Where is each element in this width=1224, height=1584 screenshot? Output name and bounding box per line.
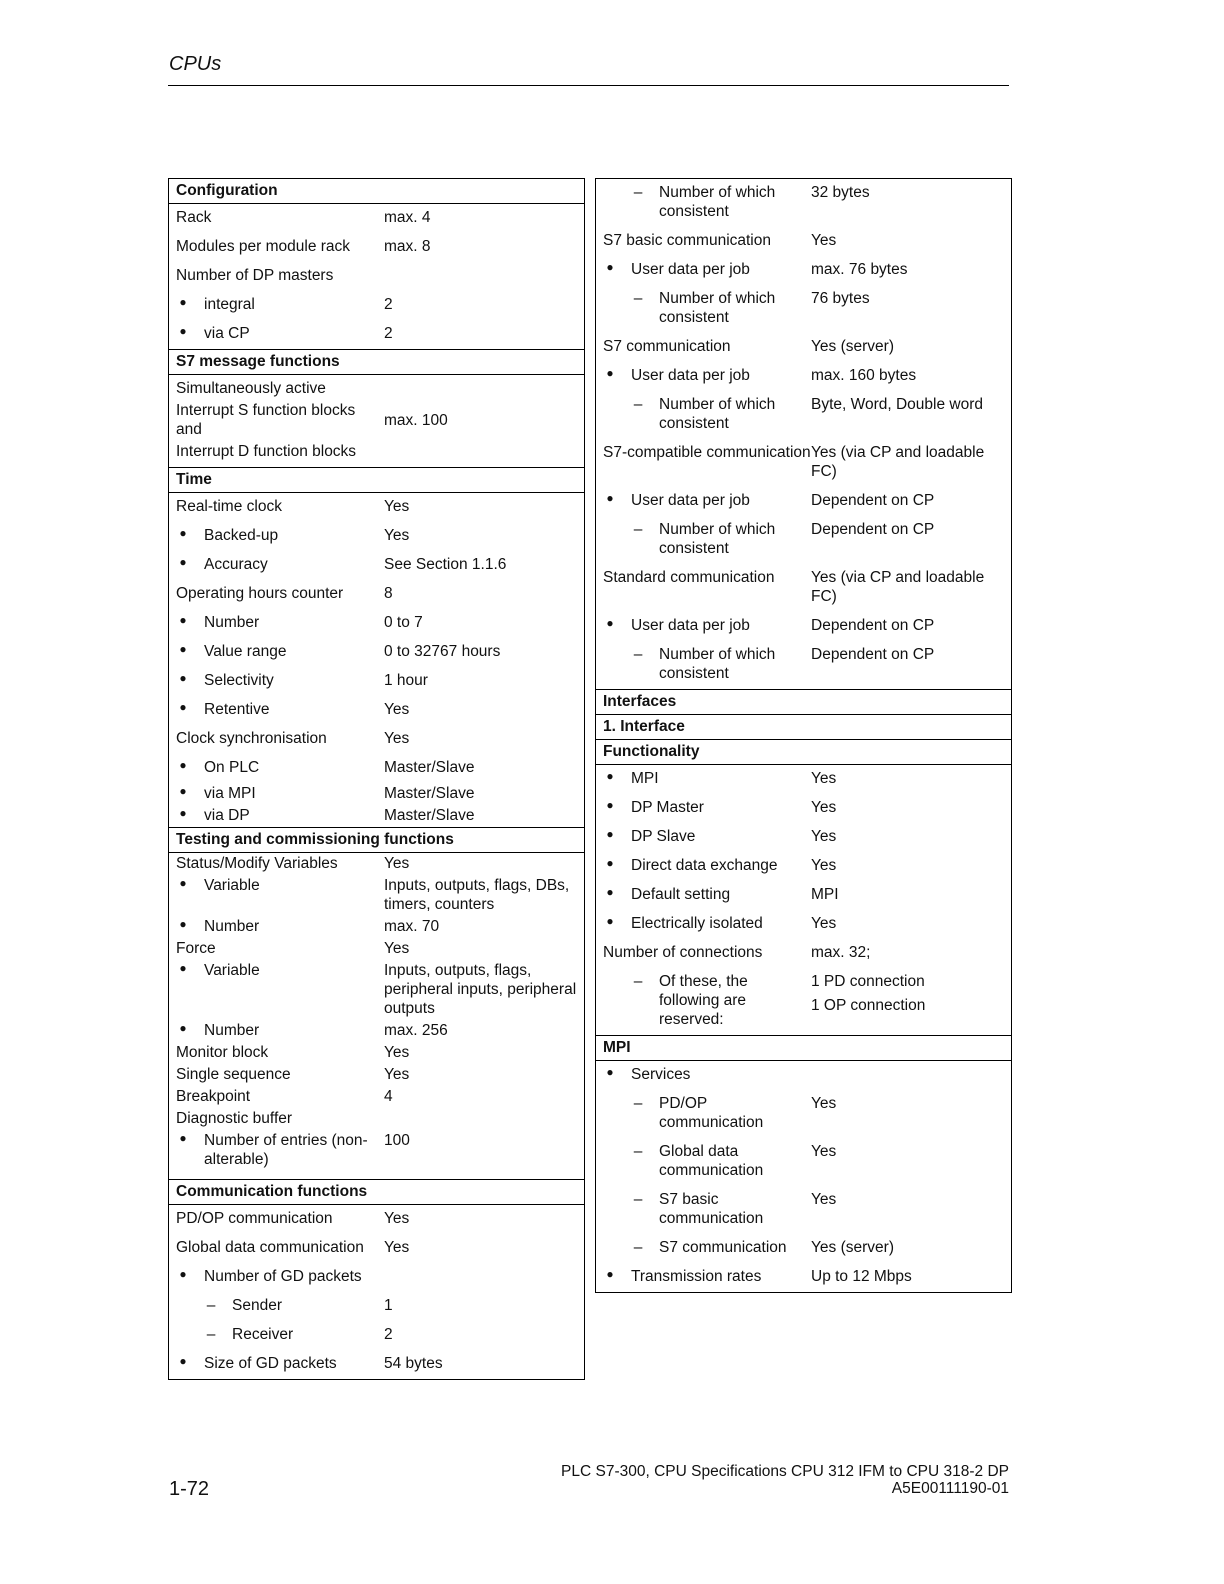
spec-value: 4 xyxy=(384,1088,393,1105)
section-title-communication: Communication functions xyxy=(169,1179,584,1205)
bullet-icon: ● xyxy=(179,324,187,338)
spec-row-user-data xyxy=(596,612,1011,641)
spec-label: S7 communication xyxy=(603,338,731,355)
spec-row-on-plc xyxy=(169,754,584,783)
spec-value: 2 xyxy=(384,296,393,313)
dash-icon: – xyxy=(633,1143,643,1160)
bullet-icon: ● xyxy=(606,798,614,812)
spec-row-standard xyxy=(596,564,1011,612)
bullet-icon: ● xyxy=(606,260,614,274)
spec-row-force-variable xyxy=(169,960,584,1020)
spec-value: Yes xyxy=(384,498,410,515)
spec-value: 0 to 32767 hours xyxy=(384,643,501,660)
spec-row-rtc xyxy=(169,493,584,522)
spec-label: DP Slave xyxy=(631,828,696,845)
spec-label: Rack xyxy=(176,209,212,226)
spec-value: Yes xyxy=(384,940,410,957)
spec-value: Yes xyxy=(384,701,410,718)
bullet-icon: ● xyxy=(179,806,187,820)
spec-value: max. 70 xyxy=(384,918,440,935)
spec-label: via MPI xyxy=(204,785,256,802)
bullet-icon: ● xyxy=(179,642,187,656)
spec-label: Clock synchronisation xyxy=(176,730,327,747)
spec-value: 1 OP connection xyxy=(811,997,926,1014)
spec-label: Global data communication xyxy=(176,1239,364,1256)
spec-label: Selectivity xyxy=(204,672,274,689)
spec-label: Real-time clock xyxy=(176,498,282,515)
spec-label: Number xyxy=(204,1022,260,1039)
spec-row-entries xyxy=(169,1130,584,1179)
spec-label: Global data communication xyxy=(659,1143,764,1179)
spec-value: Yes xyxy=(811,1095,837,1112)
spec-row-sender xyxy=(169,1292,584,1321)
dash-icon: – xyxy=(633,184,643,201)
spec-value: Yes xyxy=(811,770,837,787)
spec-value: Yes xyxy=(811,1143,837,1160)
bullet-icon: ● xyxy=(179,758,187,772)
spec-row-force-number xyxy=(169,1020,584,1042)
spec-label: Number of which consistent xyxy=(659,184,776,220)
spec-label: Number of entries (non-alterable) xyxy=(204,1132,368,1168)
bullet-icon: ● xyxy=(179,295,187,309)
section-title-testing: Testing and commissioning functions xyxy=(169,827,584,853)
spec-value: 76 bytes xyxy=(811,290,870,307)
spec-row-number xyxy=(169,609,584,638)
bullet-icon: ● xyxy=(606,885,614,899)
spec-value: Yes xyxy=(811,1191,837,1208)
dash-icon: – xyxy=(633,290,643,307)
section-title-functionality: Functionality xyxy=(596,740,1011,765)
section-title-time: Time xyxy=(169,467,584,493)
spec-label: User data per job xyxy=(631,492,750,509)
spec-row-modules xyxy=(169,233,584,262)
spec-value: Yes xyxy=(384,730,410,747)
spec-row-mpi-s7comm xyxy=(596,1234,1011,1263)
spec-label: Transmission rates xyxy=(631,1268,762,1285)
spec-value: Yes xyxy=(384,527,410,544)
spec-label: S7 communication xyxy=(659,1239,787,1256)
spec-label: Force xyxy=(176,940,216,957)
spec-value: Yes xyxy=(384,855,410,872)
dash-icon: – xyxy=(633,396,643,413)
spec-label: Number xyxy=(204,918,260,935)
spec-label: Variable xyxy=(204,962,260,979)
spec-value: Master/Slave xyxy=(384,785,475,802)
spec-label: DP Master xyxy=(631,799,704,816)
spec-label: Number xyxy=(204,614,260,631)
spec-value: Dependent on CP xyxy=(811,492,935,509)
spec-value: Byte, Word, Double word xyxy=(811,396,984,413)
spec-value: Dependent on CP xyxy=(811,646,935,663)
right-spec-table xyxy=(595,178,1012,1293)
bullet-icon: ● xyxy=(606,856,614,870)
bullet-icon: ● xyxy=(179,784,187,798)
spec-row-mpi xyxy=(596,765,1011,794)
spec-label: Number of which consistent xyxy=(659,290,776,326)
spec-row-diag-buffer xyxy=(169,1108,584,1130)
spec-value: max. 256 xyxy=(384,1022,448,1039)
dash-icon: – xyxy=(633,521,643,538)
spec-label: User data per job xyxy=(631,617,750,634)
spec-row-pdop xyxy=(169,1205,584,1234)
page-number: 1-72 xyxy=(169,1478,210,1500)
spec-row-backed-up xyxy=(169,522,584,551)
spec-label: Number of which consistent xyxy=(659,646,776,682)
spec-row-consistent xyxy=(596,391,1011,439)
spec-value: Yes (via CP and loadable FC) xyxy=(811,444,985,480)
spec-value: See Section 1.1.6 xyxy=(384,556,507,573)
bullet-icon: ● xyxy=(606,769,614,783)
spec-value: Up to 12 Mbps xyxy=(811,1268,912,1285)
dash-icon: – xyxy=(633,1239,643,1256)
spec-label: Direct data exchange xyxy=(631,857,778,874)
spec-value: max. 76 bytes xyxy=(811,261,908,278)
spec-row-force xyxy=(169,938,584,960)
bullet-icon: ● xyxy=(179,1021,187,1035)
spec-label: Of these, the following are reserved: xyxy=(659,973,748,1028)
bullet-icon: ● xyxy=(179,961,187,975)
bullet-icon: ● xyxy=(606,616,614,630)
dash-icon: – xyxy=(206,1297,216,1314)
spec-value: 32 bytes xyxy=(811,184,870,201)
spec-label: Operating hours counter xyxy=(176,585,344,602)
spec-label: integral xyxy=(204,296,255,313)
spec-value: 8 xyxy=(384,585,393,602)
bullet-icon: ● xyxy=(179,917,187,931)
spec-label: Size of GD packets xyxy=(204,1355,337,1372)
spec-value: Yes (server) xyxy=(811,1239,894,1256)
page-header-title: CPUs xyxy=(169,53,222,75)
spec-label: Accuracy xyxy=(204,556,268,573)
bullet-icon: ● xyxy=(179,876,187,890)
spec-row-consistent xyxy=(596,516,1011,564)
spec-row-default xyxy=(596,881,1011,910)
spec-value: max. 100 xyxy=(384,411,448,429)
spec-value: Yes xyxy=(384,1210,410,1227)
spec-label: Value range xyxy=(204,643,287,660)
spec-value: 2 xyxy=(384,325,393,342)
spec-label: Number of GD packets xyxy=(204,1268,362,1285)
spec-row-integral xyxy=(169,291,584,320)
bullet-icon: ● xyxy=(179,613,187,627)
spec-label: via CP xyxy=(204,325,250,342)
spec-label: S7 basic communication xyxy=(603,232,771,249)
spec-value: Yes xyxy=(811,232,837,249)
spec-value: Yes xyxy=(384,1066,410,1083)
spec-value: Yes xyxy=(811,915,837,932)
spec-value: max. 4 xyxy=(384,209,431,226)
footer-doc-info xyxy=(561,1463,1009,1497)
spec-value: Master/Slave xyxy=(384,807,475,824)
spec-row-gd-size xyxy=(169,1350,584,1379)
bullet-icon: ● xyxy=(606,491,614,505)
spec-row-user-data xyxy=(596,362,1011,391)
bullet-icon: ● xyxy=(606,366,614,380)
spec-label: Services xyxy=(631,1066,691,1083)
spec-row-consistent xyxy=(596,641,1011,689)
spec-label: Single sequence xyxy=(176,1066,291,1083)
spec-label: User data per job xyxy=(631,367,750,384)
spec-row-dp-slave xyxy=(596,823,1011,852)
bullet-icon: ● xyxy=(606,1065,614,1079)
header-rule xyxy=(168,85,1009,86)
spec-row-dp-master xyxy=(596,794,1011,823)
dash-icon: – xyxy=(633,646,643,663)
spec-row-number xyxy=(169,916,584,938)
spec-label: Number of connections xyxy=(603,944,763,961)
spec-label: Number of DP masters xyxy=(176,267,334,284)
spec-row-via-cp xyxy=(169,320,584,349)
spec-row-user-data xyxy=(596,487,1011,516)
spec-row-status-modify xyxy=(169,853,584,875)
spec-label: Breakpoint xyxy=(176,1088,251,1105)
spec-row-gd-packets xyxy=(169,1263,584,1292)
spec-row-monitor-block xyxy=(169,1042,584,1064)
bullet-icon: ● xyxy=(179,526,187,540)
spec-label: PD/OP communication xyxy=(659,1095,764,1131)
spec-value: 2 xyxy=(384,1326,393,1343)
spec-row-value-range xyxy=(169,638,584,667)
spec-label: Variable xyxy=(204,877,260,894)
spec-value: Master/Slave xyxy=(384,759,475,776)
dash-icon: – xyxy=(206,1326,216,1343)
bullet-icon: ● xyxy=(179,1354,187,1368)
spec-row-via-mpi xyxy=(169,783,584,805)
spec-group-interrupt-blocks xyxy=(169,375,584,467)
spec-label: Interrupt D function blocks xyxy=(176,443,357,460)
spec-row-rack xyxy=(169,204,584,233)
spec-label: Sender xyxy=(232,1297,282,1314)
spec-value: 0 to 7 xyxy=(384,614,423,631)
bullet-icon: ● xyxy=(606,827,614,841)
spec-label: Modules per module rack xyxy=(176,238,351,255)
spec-label: S7 basic communication xyxy=(659,1191,764,1227)
spec-row-variable xyxy=(169,875,584,916)
spec-row-s7basic xyxy=(596,227,1011,256)
bullet-icon: ● xyxy=(179,700,187,714)
section-title-interfaces: Interfaces xyxy=(596,689,1011,715)
footer-doc-title: PLC S7-300, CPU Specifications CPU 312 IFM to CPU 318-2 DP xyxy=(561,1463,1009,1480)
section-title-mpi: MPI xyxy=(596,1035,1011,1061)
spec-label: Receiver xyxy=(232,1326,294,1343)
spec-label: User data per job xyxy=(631,261,750,278)
spec-row-connections xyxy=(596,939,1011,968)
spec-row-s7compat xyxy=(596,439,1011,487)
spec-value: 1 hour xyxy=(384,672,428,689)
spec-row-clock-sync xyxy=(169,725,584,754)
spec-row-direct xyxy=(596,852,1011,881)
bullet-icon: ● xyxy=(179,1131,187,1145)
bullet-icon: ● xyxy=(179,671,187,685)
spec-label: Monitor block xyxy=(176,1044,269,1061)
spec-value: Inputs, outputs, flags, DBs, timers, counters xyxy=(384,877,570,913)
spec-label: PD/OP communication xyxy=(176,1210,333,1227)
spec-label: Standard communication xyxy=(603,569,775,586)
spec-row-breakpoint xyxy=(169,1086,584,1108)
spec-value: Yes (server) xyxy=(811,338,894,355)
spec-value: max. 8 xyxy=(384,238,431,255)
spec-row-accuracy xyxy=(169,551,584,580)
spec-label: Backed-up xyxy=(204,527,279,544)
spec-row-retentive xyxy=(169,696,584,725)
spec-value: Yes xyxy=(811,857,837,874)
spec-label: On PLC xyxy=(204,759,260,776)
spec-row-mpi-s7basic xyxy=(596,1186,1011,1234)
spec-row-receiver xyxy=(169,1321,584,1350)
spec-row-ohc xyxy=(169,580,584,609)
spec-label: Electrically isolated xyxy=(631,915,763,932)
spec-row-user-data xyxy=(596,256,1011,285)
spec-value: Inputs, outputs, flags, peripheral inputs, peripheral outputs xyxy=(384,962,577,1017)
spec-value: Yes (via CP and loadable FC) xyxy=(811,569,985,605)
spec-row-mpi-global-data xyxy=(596,1138,1011,1186)
spec-row-services xyxy=(596,1061,1011,1090)
spec-label: Simultaneously active xyxy=(176,380,326,397)
spec-label: Retentive xyxy=(204,701,270,718)
spec-value: Yes xyxy=(811,799,837,816)
spec-label: Number of which consistent xyxy=(659,396,776,432)
dash-icon: – xyxy=(633,973,643,990)
spec-row-consistent xyxy=(596,179,1011,227)
bullet-icon: ● xyxy=(606,914,614,928)
spec-row-via-dp xyxy=(169,805,584,827)
spec-label: Diagnostic buffer xyxy=(176,1110,293,1127)
spec-row-single-sequence xyxy=(169,1064,584,1086)
spec-label: Number of which consistent xyxy=(659,521,776,557)
spec-value: Dependent on CP xyxy=(811,617,935,634)
spec-value: Yes xyxy=(384,1044,410,1061)
spec-value: 54 bytes xyxy=(384,1355,443,1372)
dash-icon: – xyxy=(633,1191,643,1208)
spec-label: Status/Modify Variables xyxy=(176,855,338,872)
spec-row-selectivity xyxy=(169,667,584,696)
section-title-message: S7 message functions xyxy=(169,349,584,375)
spec-row-consistent xyxy=(596,285,1011,333)
spec-row-mpi-pdop xyxy=(596,1090,1011,1138)
spec-value: 1 xyxy=(384,1297,393,1314)
dash-icon: – xyxy=(633,1095,643,1112)
spec-value: max. 32; xyxy=(811,944,871,961)
section-title-interface-1: 1. Interface xyxy=(596,715,1011,740)
section-title-configuration: Configuration xyxy=(169,179,584,204)
spec-row-dp-masters xyxy=(169,262,584,291)
spec-label: via DP xyxy=(204,807,250,824)
bullet-icon: ● xyxy=(606,1267,614,1281)
spec-value: 100 xyxy=(384,1132,410,1149)
spec-value: MPI xyxy=(811,886,839,903)
spec-label: Default setting xyxy=(631,886,731,903)
spec-value: Yes xyxy=(811,828,837,845)
spec-value: max. 160 bytes xyxy=(811,367,917,384)
spec-label: MPI xyxy=(631,770,659,787)
spec-row-isolated xyxy=(596,910,1011,939)
spec-label: Interrupt S function blocks and xyxy=(176,402,356,438)
spec-value: Yes xyxy=(384,1239,410,1256)
spec-value: Dependent on CP xyxy=(811,521,935,538)
bullet-icon: ● xyxy=(179,1267,187,1281)
spec-row-reserved xyxy=(596,968,1011,1035)
spec-row-s7comm xyxy=(596,333,1011,362)
spec-row-rates xyxy=(596,1263,1011,1292)
spec-label: S7-compatible communication xyxy=(603,444,811,461)
footer-doc-code: A5E00111190-01 xyxy=(891,1480,1009,1497)
bullet-icon: ● xyxy=(179,555,187,569)
spec-row-global-data xyxy=(169,1234,584,1263)
spec-value: 1 PD connection xyxy=(811,973,925,990)
left-spec-table xyxy=(168,178,585,1380)
